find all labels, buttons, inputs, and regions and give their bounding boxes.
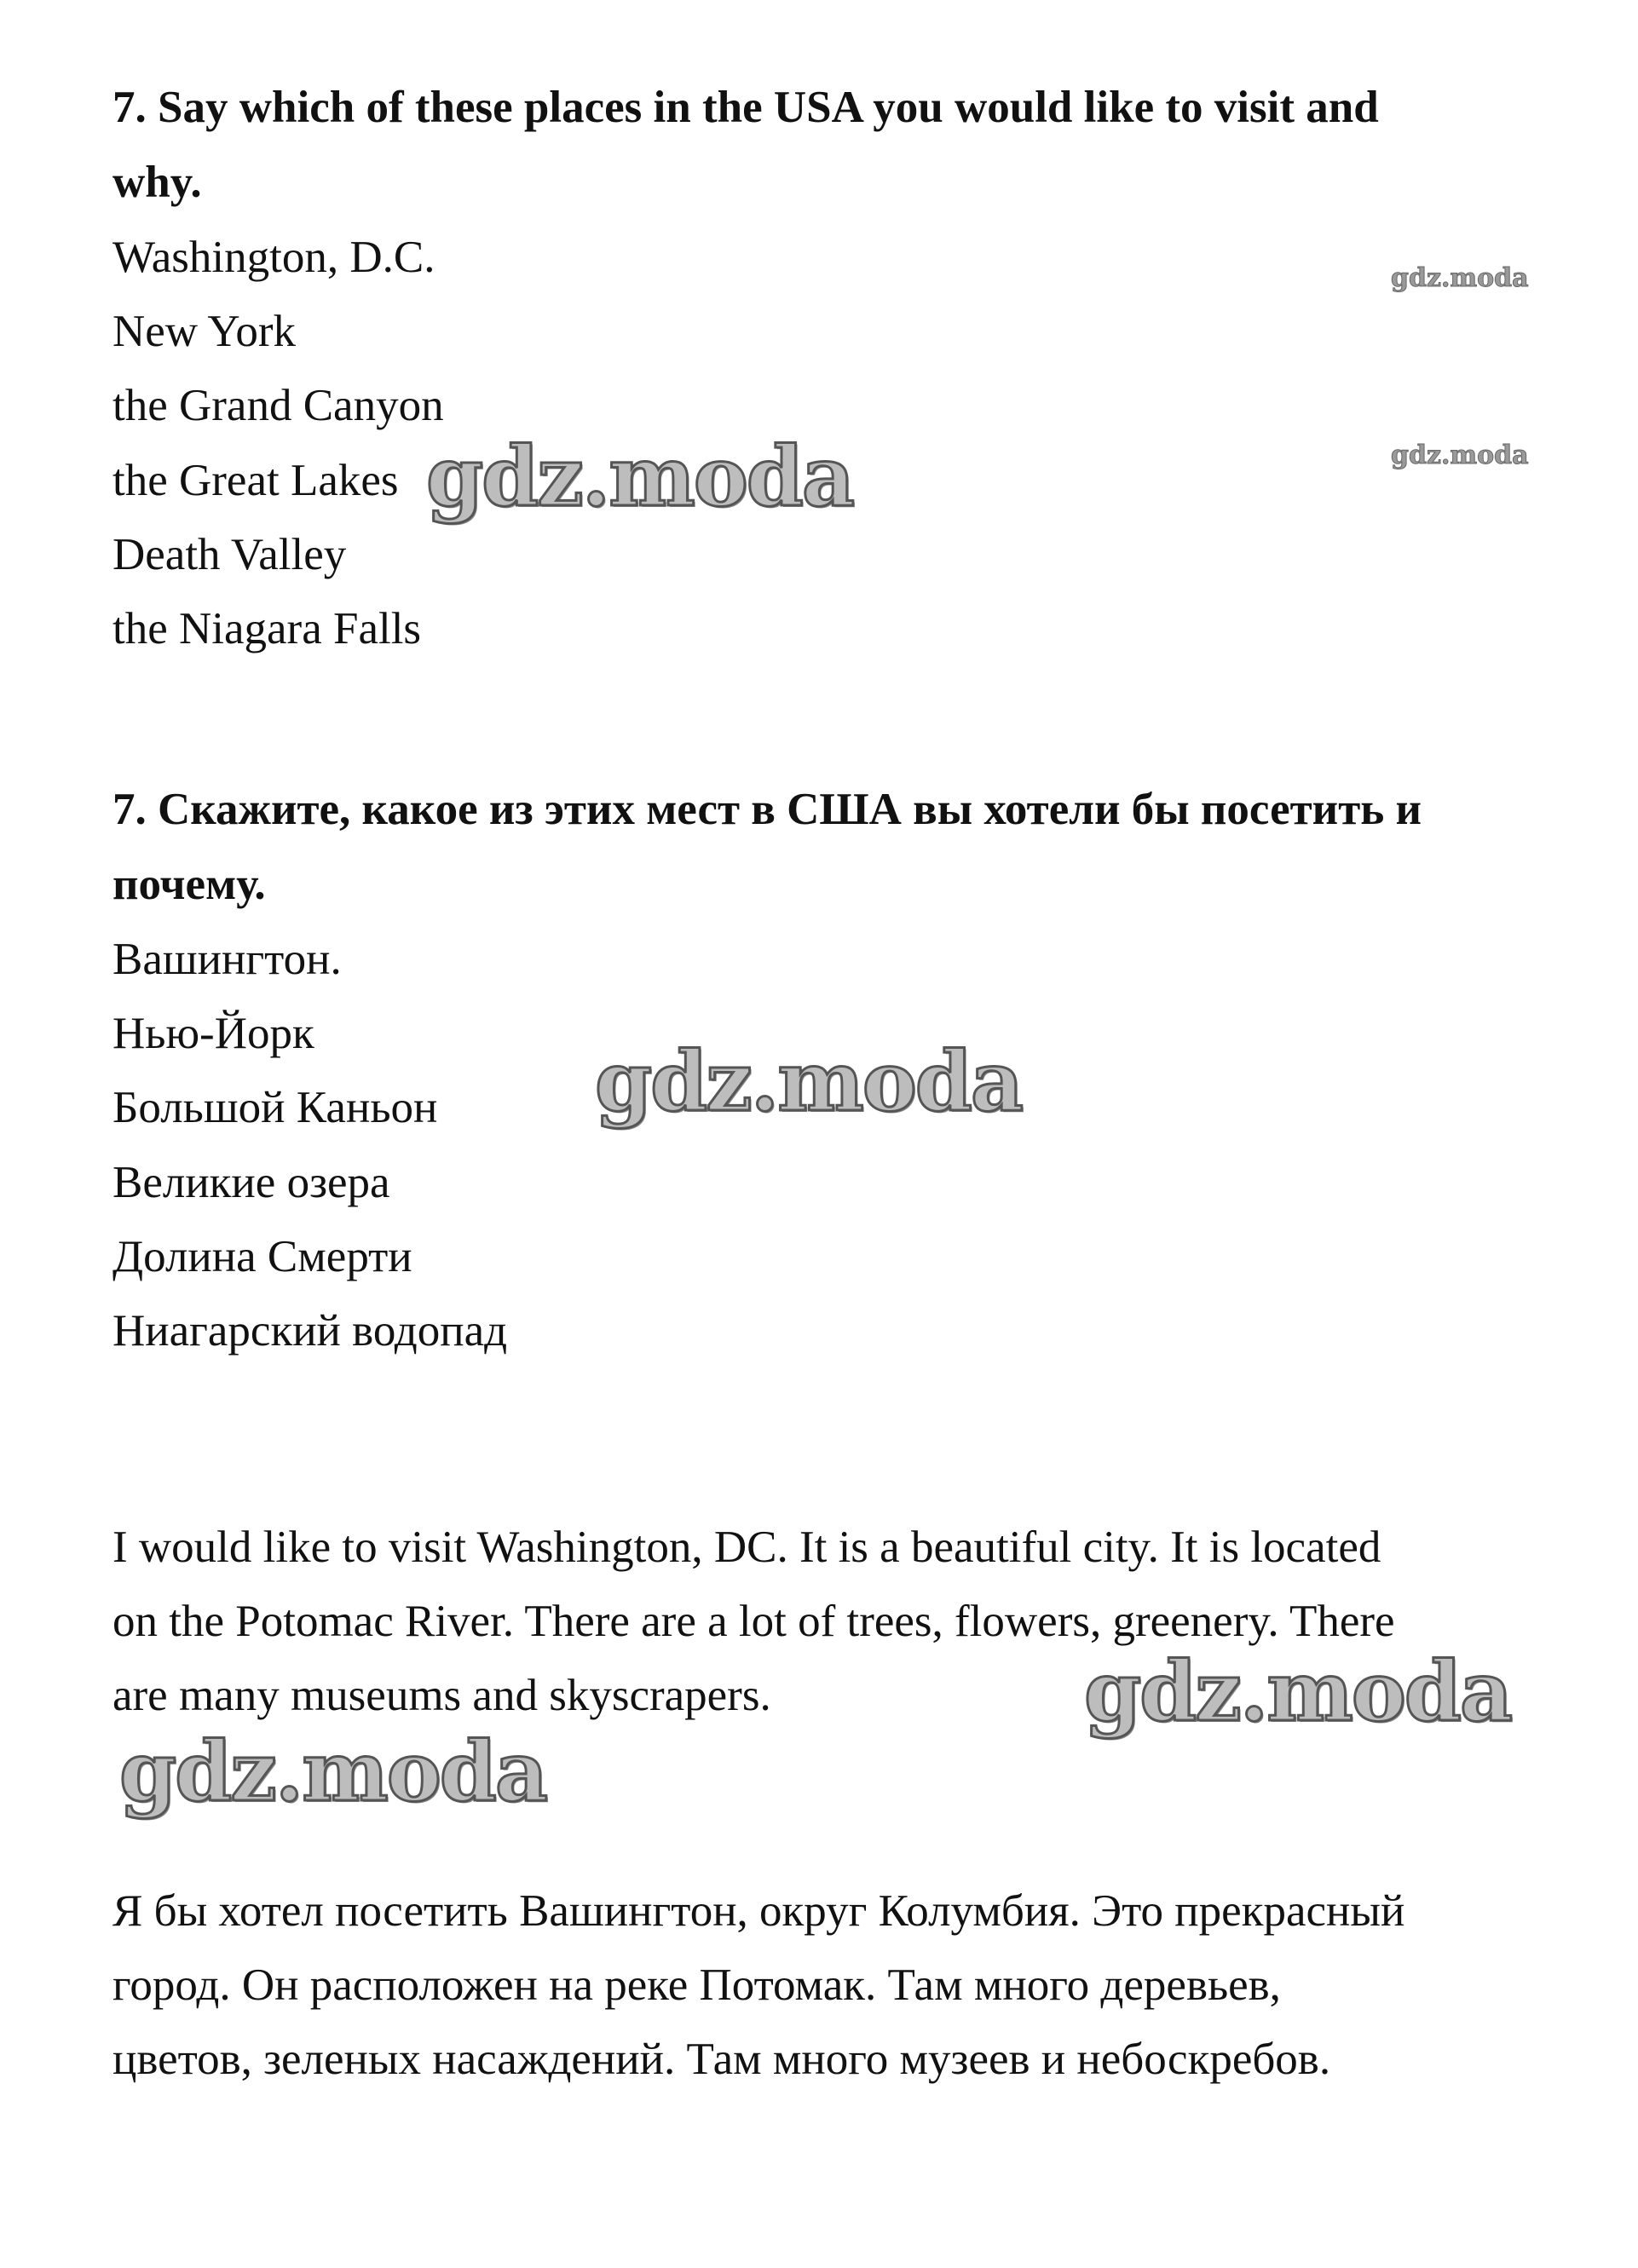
answer-ru-line: Я бы хотел посетить Вашингтон, округ Колумбия. Это прекрасный (112, 1886, 1405, 1936)
task-heading-en-line-1: 7. Say which of these places in the USA you would like to visit and (112, 83, 1379, 132)
task-heading-ru-line-2: почему. (112, 860, 266, 909)
place-item-ru: Великие озера (112, 1158, 390, 1207)
place-item-en: the Grand Canyon (112, 381, 444, 430)
watermark-large: gdz.moda (595, 1033, 1023, 1130)
place-item-ru: Вашингтон. (112, 935, 342, 984)
place-item-en: Death Valley (112, 530, 347, 579)
place-item-ru: Нью-Йорк (112, 1009, 314, 1058)
watermark-large: gdz.moda (1084, 1643, 1512, 1740)
answer-ru-line: город. Он расположен на реке Потомак. Там много деревьев, (112, 1960, 1281, 2010)
watermark-large: gdz.moda (119, 1724, 547, 1820)
watermark-small: gdz.moda (1391, 263, 1529, 293)
place-item-en: the Niagara Falls (112, 604, 422, 653)
place-item-en: New York (112, 307, 296, 356)
task-heading-en-line-2: why. (112, 158, 202, 207)
answer-en-line: I would like to visit Washington, DC. It is a beautiful city. It is located (112, 1523, 1381, 1572)
answer-ru-line: цветов, зеленых насаждений. Там много музеев и небоскребов. (112, 2035, 1331, 2084)
place-item-en: the Great Lakes (112, 456, 399, 505)
task-heading-ru-line-1: 7. Скажите, какое из этих мест в США вы хотели бы посетить и (112, 785, 1422, 834)
place-item-en: Washington, D.C. (112, 233, 435, 282)
answer-en-line: are many museums and skyscrapers. (112, 1671, 771, 1720)
place-item-ru: Ниагарский водопад (112, 1306, 508, 1356)
place-item-ru: Долина Смерти (112, 1232, 412, 1281)
answer-en-line: on the Potomac River. There are a lot of trees, flowers, greenery. There (112, 1597, 1395, 1646)
watermark-large: gdz.moda (426, 429, 854, 525)
watermark-small: gdz.moda (1391, 440, 1529, 470)
place-item-ru: Большой Каньон (112, 1083, 438, 1132)
